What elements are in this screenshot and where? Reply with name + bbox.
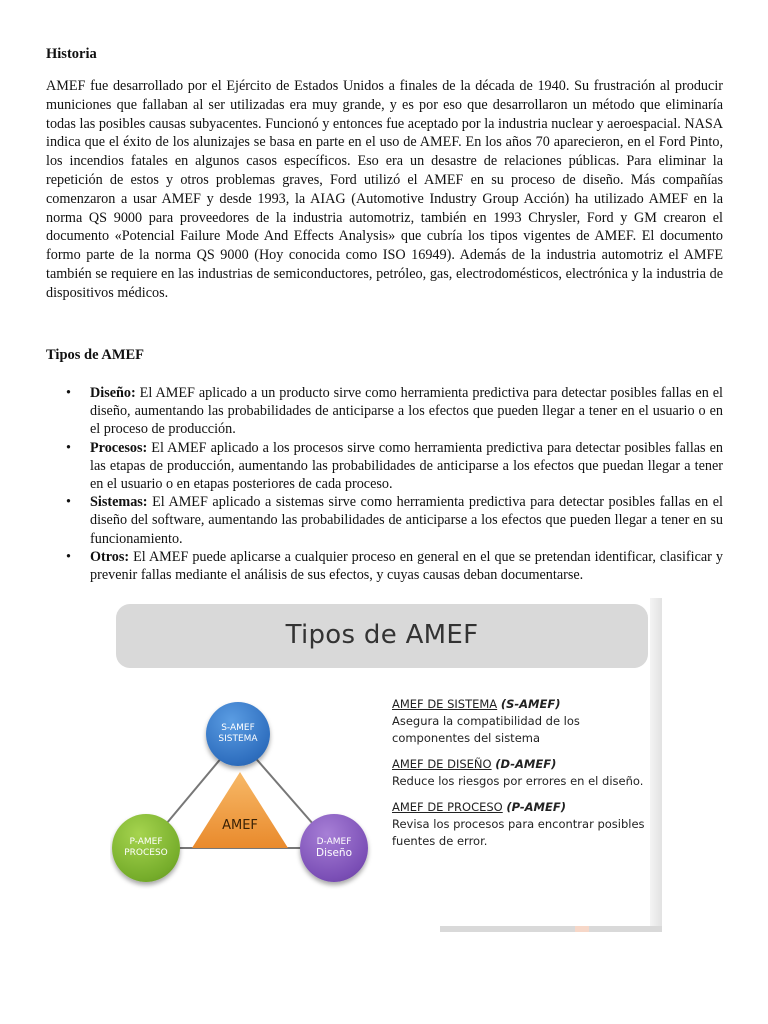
legend-description: Asegura la compatibilidad de los componentes del sistema: [392, 714, 580, 745]
d-amef-label: D-AMEF: [316, 837, 352, 847]
figure-title: Tipos de AMEF: [285, 620, 479, 650]
amef-legend: [392, 696, 652, 859]
p-amef-sublabel: PROCESO: [124, 848, 168, 858]
legend-abbr: (P-AMEF): [506, 800, 566, 814]
list-item: [66, 493, 723, 548]
legend-abbr: (S-AMEF): [500, 697, 561, 711]
d-amef-circle: [300, 814, 368, 882]
list-item-text: El AMEF aplicado a un producto sirve como herramienta predictiva para detectar posibles fallas en el diseño, aumentando las probabilidades de anticiparse a los efectos que pueden llegar a tener en el usuario o en el proceso de producción.: [90, 385, 723, 438]
legend-heading-text: AMEF DE PROCESO: [392, 800, 503, 814]
amef-triangle: [192, 772, 288, 848]
list-item-term: Procesos:: [90, 439, 148, 456]
amef-types-figure: [110, 598, 662, 932]
list-item-text: El AMEF aplicado a los procesos sirve como herramienta predictiva para detectar posibles fallas en las etapas de producción, aumentando las probabilidades de anticiparse a los efectos que puedan llegar a tener en el usuario o en etapas posteriores de cada proceso.: [90, 439, 723, 493]
legend-heading-text: AMEF DE DISEÑO: [392, 757, 492, 771]
bullet-icon: •: [66, 494, 71, 511]
historia-paragraph: AMEF fue desarrollado por el Ejército de Estados Unidos a finales de la década de 1940. Su frustración al producir municiones que fallaban al ser utilizadas era muy grande, y es por eso que desarrollaron un método que eliminaría todas las posibles causas subyacentes. Funcionó y entonces fue aceptado por la industria nuclear y aeroespacial. NASA indica que el éxito de los alunizajes se basa en parte en el uso de AMEF. En los años 70 aparecieron, en el Ford Pinto, los incendios fatales en algunos casos específicos. Eso era un desastre de relaciones públicas. Para eliminar la repetición de estos y otros problemas graves, Ford utilizó el AMEF en su proceso de diseño. Más compañías comenzaron a usar AMEF y desde 1993, la AIAG (Automotive Industry Group Acción) ha utilizado AMEF en la norma QS 9000 para proveedores de la industria automotriz, también en 1993 Chrysler, Ford y GM crearon el documento «Potencial Failure Mode And Effects Analysis» que cubría los tipos vigentes de AMEF. El documento formo parte de la norma QS 9000 (Hoy conocida como ISO 16949). Además de la industria automotriz el AMFE también se requiere en las industrias de semiconductores, petróleo, gas, electrodomésticos, electrónica y la industria de dispositivos médicos.: [46, 78, 723, 301]
list-item: [66, 548, 723, 584]
legend-heading-text: AMEF DE SISTEMA: [392, 697, 498, 711]
list-item-text: El AMEF puede aplicarse a cualquier proceso en general en el que se pretendan identificar, clasificar y prevenir fallas mediante el análisis de sus efectos, y cuyas causas deban documentarse.: [90, 548, 723, 584]
list-item: [66, 384, 723, 439]
tipos-list: [66, 384, 723, 584]
s-amef-label: S-AMEF: [221, 723, 255, 733]
historia-heading: Historia: [46, 46, 97, 62]
figure-bottom-accent: [575, 926, 589, 932]
legend-item-proceso: [392, 799, 652, 850]
s-amef-sublabel: SISTEMA: [218, 734, 258, 744]
legend-item-sistema: [392, 696, 652, 747]
p-amef-label: P-AMEF: [129, 837, 163, 847]
legend-item-diseno: [392, 756, 652, 790]
d-amef-sublabel: Diseño: [315, 847, 352, 859]
figure-bottom-strip: [440, 926, 662, 932]
list-item-term: Otros:: [90, 548, 130, 565]
s-amef-circle: [206, 702, 270, 766]
bullet-icon: •: [66, 439, 71, 456]
legend-heading: [392, 799, 652, 816]
amef-center-label: AMEF: [222, 818, 258, 833]
tipos-heading: Tipos de AMEF: [46, 347, 145, 363]
legend-heading: [392, 696, 652, 713]
list-item-text: El AMEF aplicado a sistemas sirve como herramienta predictiva para detectar posibles fallas en el diseño del software, aumentando las probabilidades de anticiparse a los efectos que pueden llegar a tener en su funcionamiento.: [90, 494, 723, 547]
bullet-icon: •: [66, 548, 71, 565]
list-item-term: Sistemas:: [90, 494, 148, 511]
legend-abbr: (D-AMEF): [495, 757, 557, 771]
legend-description: Revisa los procesos para encontrar posibles fuentes de error.: [392, 817, 645, 848]
list-item-term: Diseño:: [90, 385, 136, 401]
legend-heading: [392, 756, 652, 773]
p-amef-circle: [112, 814, 180, 882]
legend-description: Reduce los riesgos por errores en el diseño.: [392, 774, 644, 788]
list-item: [66, 439, 723, 494]
bullet-icon: •: [66, 385, 71, 401]
